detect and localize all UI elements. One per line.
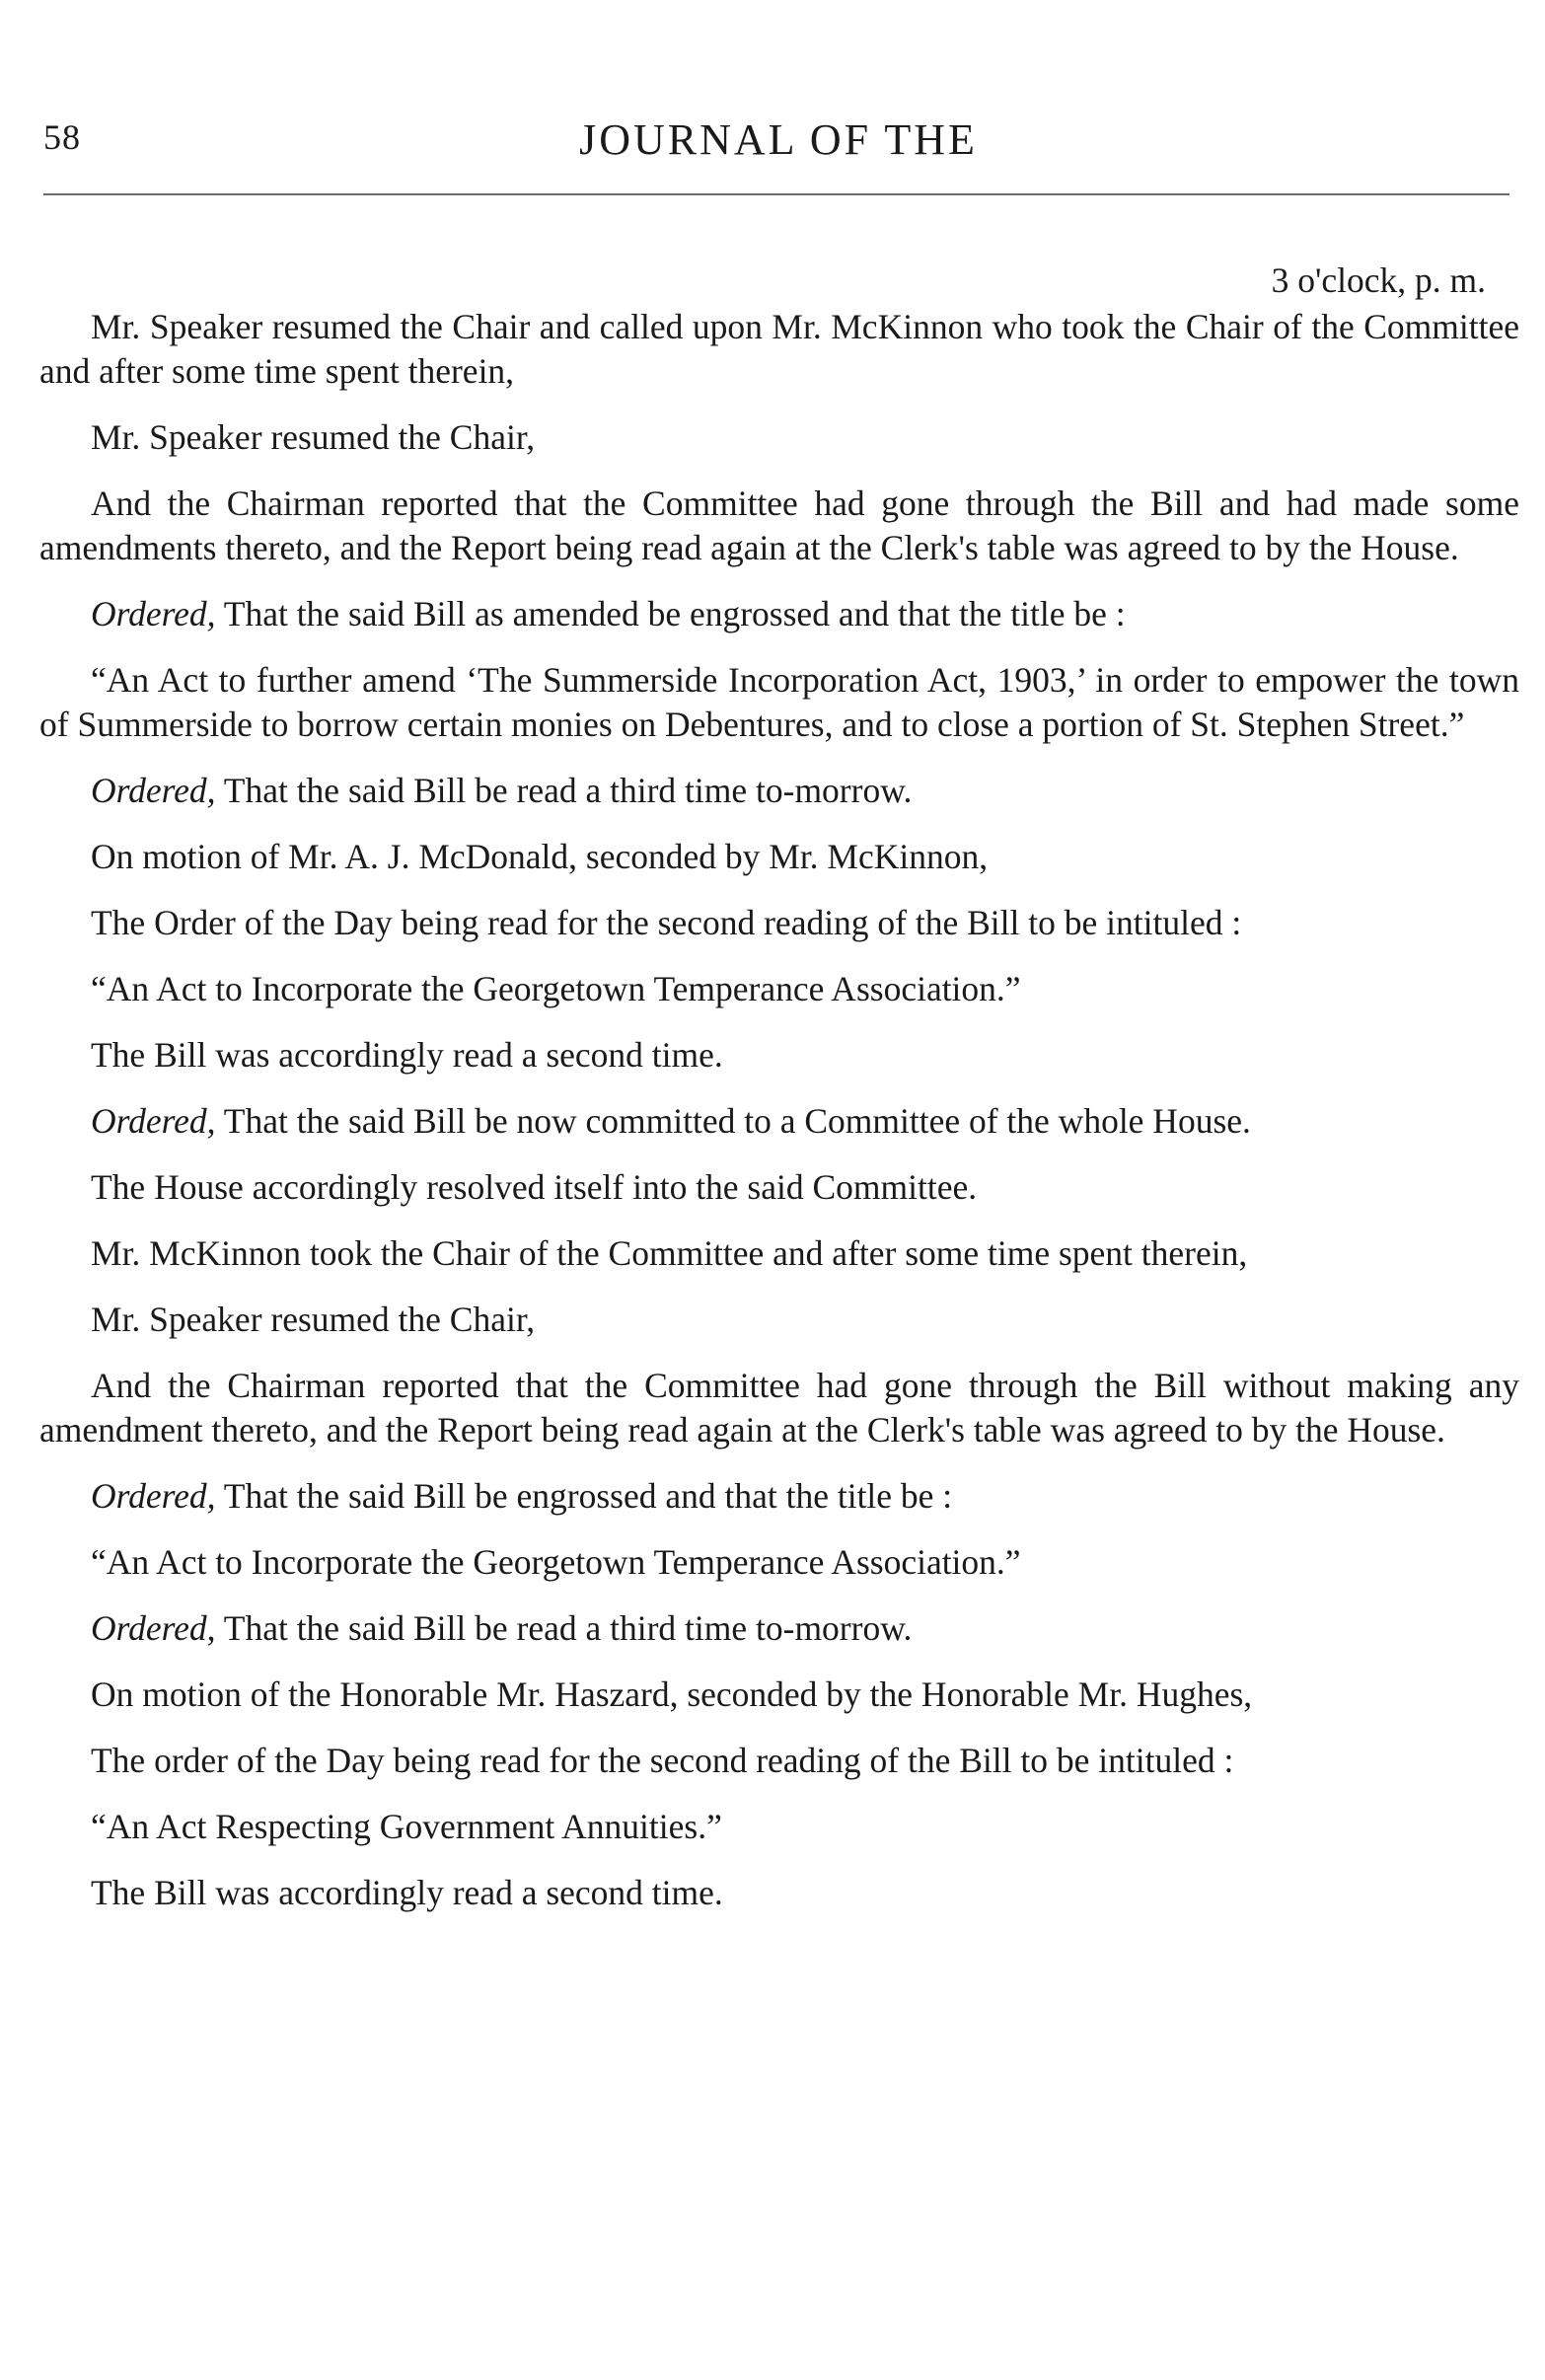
- paragraph: [39, 415, 1519, 460]
- journal-body: [39, 259, 1519, 1915]
- paragraph: [39, 1033, 1519, 1078]
- paragraph-lead: Ordered,: [91, 1101, 216, 1141]
- paragraph: [39, 305, 1519, 394]
- paragraph: [39, 835, 1519, 879]
- paragraph: [39, 1673, 1519, 1717]
- paragraph-text: That the said Bill be engrossed and that the title be :: [215, 1476, 953, 1516]
- paragraph-text: That the said Bill be now committed to a Committee of the whole House.: [215, 1101, 1251, 1141]
- paragraph-text: “An Act Respecting Government Annuities.”: [91, 1807, 722, 1846]
- running-head: JOURNAL OF THE: [579, 115, 978, 164]
- paragraph-text: That the said Bill as amended be engrossed and that the title be :: [215, 594, 1126, 633]
- header-rule: [43, 193, 1509, 195]
- paragraph: [39, 1739, 1519, 1783]
- paragraph: [39, 901, 1519, 945]
- paragraph-lead: Ordered,: [91, 771, 216, 810]
- paragraph: [39, 592, 1519, 636]
- paragraph: [39, 482, 1519, 570]
- paragraph-text: That the said Bill be read a third time to-morrow.: [215, 771, 913, 810]
- paragraph: [39, 1805, 1519, 1849]
- paragraph: [39, 1099, 1519, 1144]
- paragraph-text: The Bill was accordingly read a second time.: [91, 1873, 723, 1912]
- paragraph-text: Mr. Speaker resumed the Chair,: [91, 1300, 536, 1339]
- page-number: 58: [43, 117, 81, 157]
- paragraph: [39, 1298, 1519, 1342]
- paragraph: [39, 1474, 1519, 1519]
- paragraph-lead: Ordered,: [91, 594, 216, 633]
- paragraph-text: Mr. McKinnon took the Chair of the Committee and after some time spent therein,: [91, 1233, 1248, 1273]
- paragraph-text: The House accordingly resolved itself into the said Committee.: [91, 1167, 978, 1207]
- page-header: [43, 111, 1513, 170]
- paragraph-text: The order of the Day being read for the second reading of the Bill to be intituled :: [91, 1741, 1234, 1780]
- paragraph-text: And the Chairman reported that the Committee had gone through the Bill and had made some amendments thereto, and the Report being read again at the Clerk's table was agreed to by the House.: [39, 483, 1519, 567]
- paragraph: [39, 658, 1519, 747]
- paragraph: [39, 1165, 1519, 1210]
- paragraph: [39, 1231, 1519, 1276]
- paragraph-text: The Bill was accordingly read a second time.: [91, 1035, 723, 1075]
- paragraph-text: The Order of the Day being read for the second reading of the Bill to be intituled :: [91, 903, 1242, 942]
- session-time: 3 o'clock, p. m.: [1271, 260, 1486, 300]
- paragraph-text: “An Act to further amend ‘The Summerside Incorporation Act, 1903,’ in order to empower the town of Summerside to borrow certain monies on Debentures, and to close a portion of St. Stephen Street.”: [39, 660, 1519, 744]
- paragraph-text: On motion of the Honorable Mr. Haszard, seconded by the Honorable Mr. Hughes,: [91, 1674, 1253, 1714]
- paragraph: [39, 1871, 1519, 1915]
- paragraph-lead: Ordered,: [91, 1608, 216, 1648]
- paragraph-text: Mr. Speaker resumed the Chair and called upon Mr. McKinnon who took the Chair of the Committee and after some time spent therein,: [39, 307, 1519, 391]
- paragraph-text: Mr. Speaker resumed the Chair,: [91, 417, 536, 457]
- paragraph-text: That the said Bill be read a third time to-morrow.: [215, 1608, 913, 1648]
- paragraph-text: On motion of Mr. A. J. McDonald, seconded by Mr. McKinnon,: [91, 837, 989, 876]
- paragraph: [39, 967, 1519, 1011]
- paragraph-lead: Ordered,: [91, 1476, 216, 1516]
- paragraph: [39, 769, 1519, 813]
- paragraph-text: “An Act to Incorporate the Georgetown Temperance Association.”: [91, 969, 1021, 1008]
- paragraph-text: And the Chairman reported that the Committee had gone through the Bill without making any amendment thereto, and the Report being read again at the Clerk's table was agreed to by the House.: [39, 1366, 1519, 1450]
- paragraph: [39, 1606, 1519, 1651]
- paragraph-text: “An Act to Incorporate the Georgetown Temperance Association.”: [91, 1542, 1021, 1582]
- paragraph: [39, 1364, 1519, 1452]
- paragraph: [39, 1540, 1519, 1585]
